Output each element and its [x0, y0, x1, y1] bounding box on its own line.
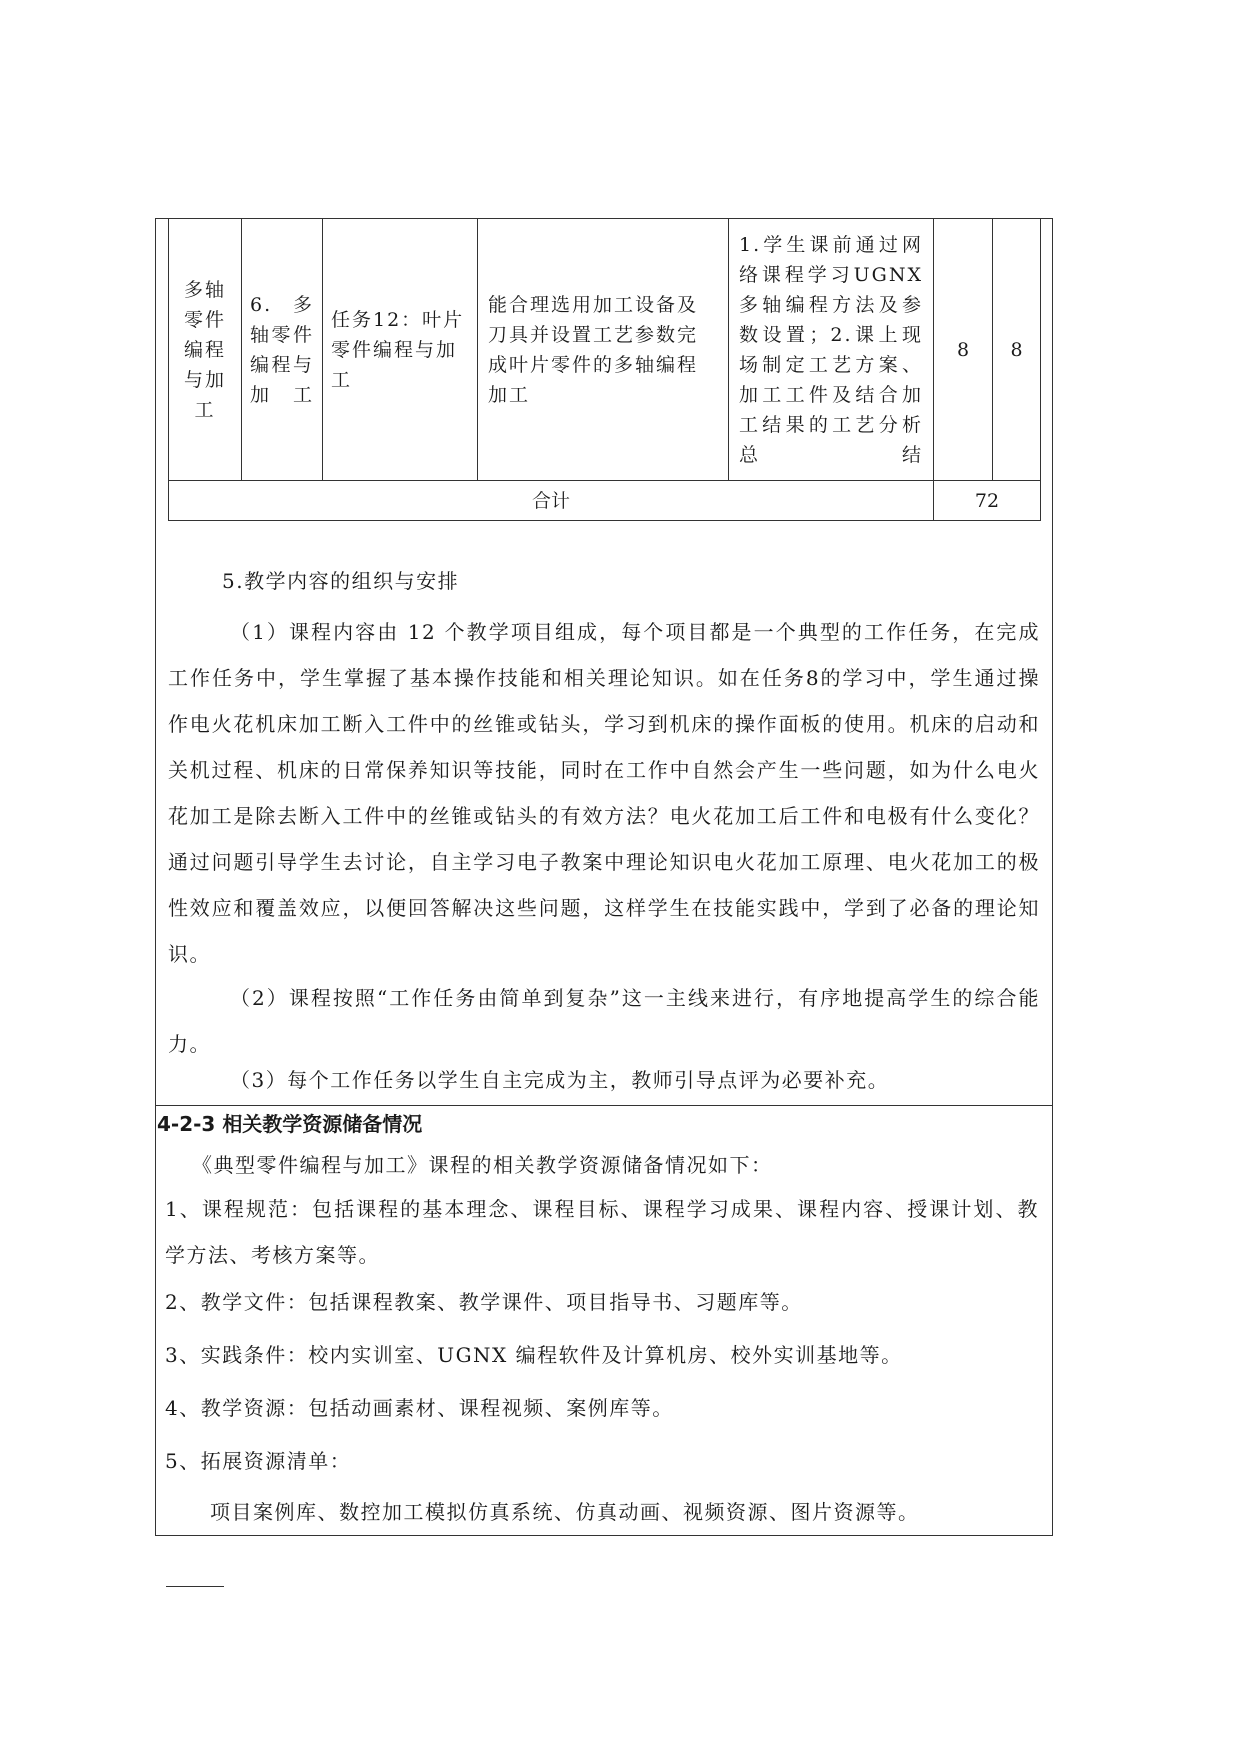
- footer-mark: [166, 1570, 168, 1571]
- resource-intro: 《典型零件编程与加工》课程的相关教学资源储备情况如下：: [192, 1153, 773, 1177]
- hours-cell: 8: [934, 219, 993, 481]
- resource-item-5: 5、拓展资源清单：: [165, 1449, 352, 1473]
- footer-dash: [166, 1586, 224, 1587]
- hours-cell-2: 8: [993, 219, 1041, 481]
- resource-item-2: 2、教学文件：包括课程教案、教学课件、项目指导书、习题库等。: [165, 1290, 803, 1314]
- section5-paragraph-1: （1）课程内容由 12 个教学项目组成，每个项目都是一个典型的工作任务，在完成工作任务中，学生掌握了基本操作技能和相关理论知识。如在任务8的学习中，学生通过操作电火花机床加工断入工件中的丝锥或钻头，学习到机床的操作面板的使用。机床的启动和关机过程、机床的日常保养知识等技能，同时在工作中自然会产生一些问题，如为什么电火花加工是除去断入工件中的丝锥或钻头的有效方法？电火花加工后工件和电极有什么变化？通过问题引导学生去讨论，自主学习电子教案中理论知识电火花加工原理、电火花加工的极性效应和覆盖效应，以便回答解决这些问题，这样学生在技能实践中，学到了必备的理论知识。: [168, 620, 1040, 966]
- module-cell: 多轴零件编程与加工: [169, 219, 242, 481]
- total-value: 72: [934, 481, 1041, 521]
- goal-cell: 能合理选用加工设备及刀具并设置工艺参数完成叶片零件的多轴编程加工: [478, 219, 729, 481]
- resource-item-5-detail: 项目案例库、数控加工模拟仿真系统、仿真动画、视频资源、图片资源等。: [210, 1500, 920, 1524]
- section-heading: 4-2-3 相关教学资源储备情况: [157, 1112, 423, 1136]
- task-cell: 任务12：叶片零件编程与加工: [323, 219, 478, 481]
- total-label: 合计: [169, 481, 934, 521]
- total-row: [169, 481, 1041, 521]
- section5-paragraph-3: （3）每个工作任务以学生自主完成为主，教师引导点评为必要补充。: [230, 1068, 890, 1092]
- section5-paragraph-2: （2）课程按照“工作任务由简单到复杂”这一主线来进行，有序地提高学生的综合能力。: [168, 986, 1040, 1056]
- section5-title: 5.教学内容的组织与安排: [222, 569, 460, 593]
- resource-item-3: 3、实践条件：校内实训室、UGNX 编程软件及计算机房、校外实训基地等。: [165, 1343, 903, 1367]
- resource-item-4: 4、教学资源：包括动画素材、课程视频、案例库等。: [165, 1396, 674, 1420]
- project-cell: 6. 多轴零件编程与加工: [242, 219, 323, 481]
- course-plan-table: [168, 218, 1041, 521]
- frame-divider: [155, 1105, 1053, 1106]
- resource-item-1: 1、课程规范：包括课程的基本理念、课程目标、课程学习成果、课程内容、授课计划、教学方法、考核方案等。: [165, 1197, 1039, 1267]
- method-cell: 1.学生课前通过网络课程学习UGNX多轴编程方法及参数设置；2.课上现场制定工艺方案、加工工件及结合加工结果的工艺分析总结: [729, 219, 934, 481]
- table-row: [169, 219, 1041, 481]
